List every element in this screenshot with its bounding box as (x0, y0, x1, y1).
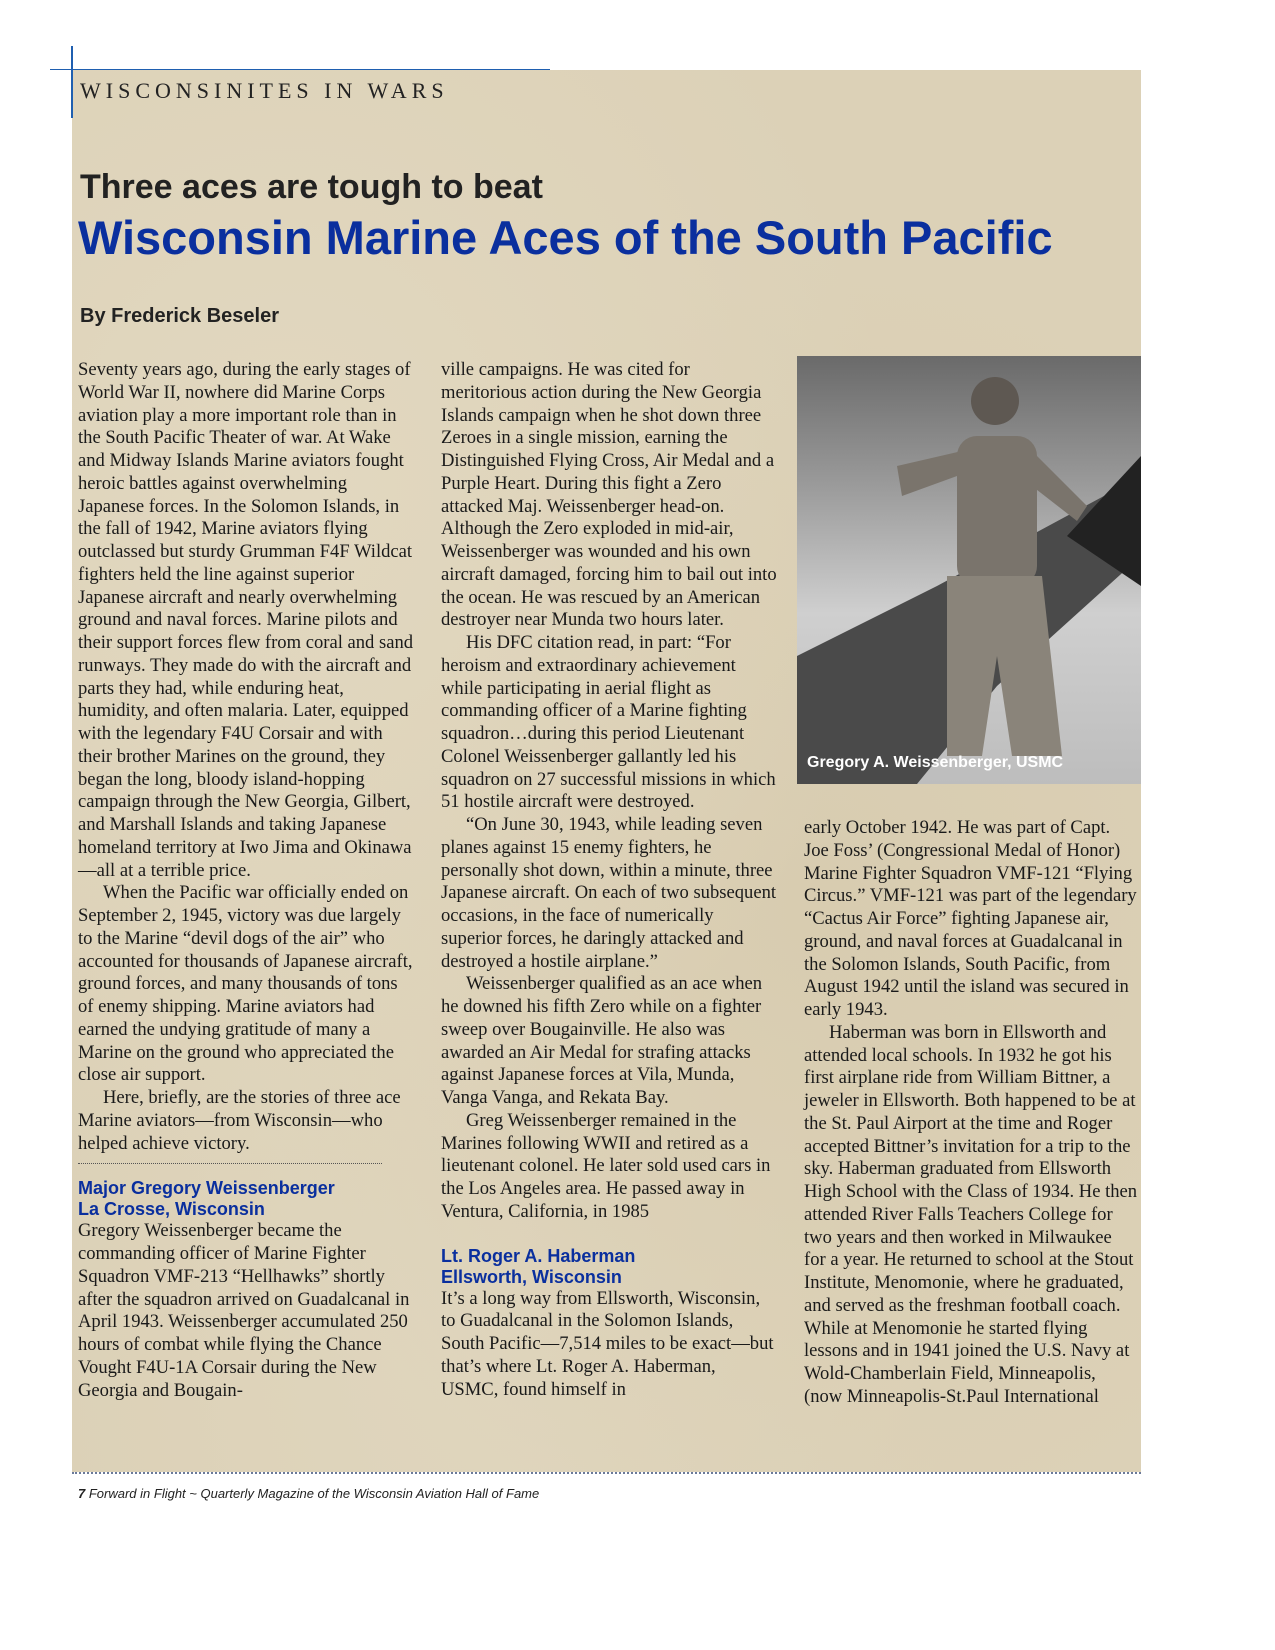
paragraph: Greg Weissenberger remained in the Marines following WWII and retired as a lieutenant colonel. He later sold used cars in the Los Angeles area. He passed away in Ventura, California, in 1985 (441, 1109, 771, 1222)
subhead-name: Major Gregory Weissenberger (78, 1178, 335, 1199)
paragraph: Seventy years ago, during the early stages of World War II, nowhere did Marine Corps aviation play a more important role than in the South Pacific Theater of war. At Wake and Midway Islands Marine aviators fought heroic battles against overwhelming Japanese forces. In the Solomon Islands, in the fall of 1942, Marine aviators flying outclassed but sturdy Grumman F4F Wildcat fighters held the line against superior Japanese aircraft and nearly overwhelming ground and naval forces. Marine pilots and their support forces flew from coral and sand runways. They made do with the aircraft and parts they had, while enduring heat, humidity, and often malaria. Later, equipped with the legendary F4U Corsair and with their brother Marines on the ground, they began the long, bloody island-hopping campaign through the New Georgia, Gilbert, and Marshall Islands and taking Japanese homeland territory at Iwo Jima and Okinawa—all at a terrible price. (78, 359, 414, 881)
footer-rule (72, 1472, 1141, 1474)
paragraph: When the Pacific war officially ended on September 2, 1945, victory was due largely to the Marine “devil dogs of the air” who accounted for thousands of Japanese aircraft, ground forces, and many thousands of tons of enemy shipping. Marine aviators had earned the undying gratitude of many a Marine on the ground who appreciated the close air support. (78, 882, 413, 1086)
subhead-name: Lt. Roger A. Haberman (441, 1245, 636, 1266)
paragraph: early October 1942. He was part of Capt. Joe Foss’ (Congressional Medal of Honor) Marine Fighter Squadron VMF-121 “Flying Circus.” VMF-121 was part of the legendary “Cactus Air Force” fighting Japanese air, ground, and naval forces at Guadalcanal in the Solomon Islands, South Pacific, from August 1942 until the island was secured in early 1943. (804, 817, 1137, 1020)
header-rule-vertical (71, 46, 73, 118)
photo-caption: Gregory A. Weissenberger, USMC (807, 754, 1064, 771)
paragraph: Gregory Weissenberger became the commanding officer of Marine Fighter Squadron VMF-213 “Hellhawks” shortly after the squadron arrived on Guadalcanal in April 1943. Weissenberger accumulated 250 hours of combat while flying the Chance Vought F4U-1A Corsair during the New Georgia and Bougain- (78, 1220, 410, 1401)
column-1 (78, 359, 414, 1402)
divider (78, 1163, 382, 1164)
byline: By Frederick Beseler (80, 305, 280, 327)
paragraph: Haberman was born in Ellsworth and attended local schools. In 1932 he got his first airplane ride from William Bittner, a jeweler in Ellsworth. Both happened to be at the St. Paul Airport at the time and Roger accepted Bittner’s invitation for a trip to the sky. Haberman graduated from Ellsworth High School with the Class of 1934. He then attended River Falls Teachers College for two years and then worked in Milwaukee for a year. He returned to school at the Stout Institute, Menomonie, where he graduated, and served as the freshman football coach. While at Menomonie he started flying lessons and in 1941 joined the U.S. Navy at Wold-Chamberlain Field, Minneapolis, (now Minneapolis-St.Paul International (804, 1021, 1138, 1407)
article-title: Wisconsin Marine Aces of the South Pacific (78, 211, 1053, 264)
subhead-place: La Crosse, Wisconsin (78, 1199, 265, 1220)
paragraph: ville campaigns. He was cited for meritorious action during the New Georgia Islands campaign when he shot down three Zeroes in a single mission, earning the Distinguished Flying Cross, Air Medal and a Purple Heart. During this fight a Zero attacked Maj. Weissenberger head-on. Although the Zero exploded in mid-air, Weissenberger was wounded and his own aircraft damaged, forcing him to bail out into the ocean. He was rescued by an American destroyer near Munda two hours later. (441, 359, 777, 631)
subhead-place: Ellsworth, Wisconsin (441, 1266, 622, 1287)
column-3 (804, 817, 1138, 1409)
section-label: WISCONSINITES IN WARS (80, 78, 449, 103)
paragraph: His DFC citation read, in part: “For heroism and extraordinary achievement while participating in aerial flight as commanding officer of a Marine fighting squadron…during this period Lieutenant Colonel Weissenberger gallantly led his squadron on 27 successful missions in which 51 hostile aircraft were destroyed. (441, 632, 776, 813)
paragraph: It’s a long way from Ellsworth, Wisconsin, to Guadalcanal in the Solomon Islands, South Pacific—7,514 miles to be exact—but that’s where Lt. Roger A. Haberman, USMC, found himself in (441, 1287, 774, 1400)
pilot-photo (797, 356, 1141, 784)
footer-text: Forward in Flight ~ Quarterly Magazine of the Wisconsin Aviation Hall of Fame (88, 1486, 540, 1501)
page-number: 7 (78, 1486, 86, 1501)
header-rule (50, 69, 550, 70)
paragraph: Here, briefly, are the stories of three ace Marine aviators—from Wisconsin—who helped achieve victory. (78, 1087, 401, 1154)
column-2 (441, 359, 777, 1401)
pilot-photo-image (797, 356, 1141, 784)
paragraph: “On June 30, 1943, while leading seven planes against 15 enemy fighters, he personally shot down, within a minute, three Japanese aircraft. On each of two subsequent occasions, in the face of numerically superior forces, he daringly attacked and destroyed a hostile airplane.” (441, 814, 777, 972)
footer (78, 1486, 539, 1501)
paragraph: Weissenberger qualified as an ace when he downed his fifth Zero while on a fighter sweep over Bougainville. He also was awarded an Air Medal for strafing attacks against Japanese forces at Vila, Munda, Vanga Vanga, and Rekata Bay. (441, 973, 763, 1108)
article-kicker: Three aces are tough to beat (80, 168, 543, 206)
